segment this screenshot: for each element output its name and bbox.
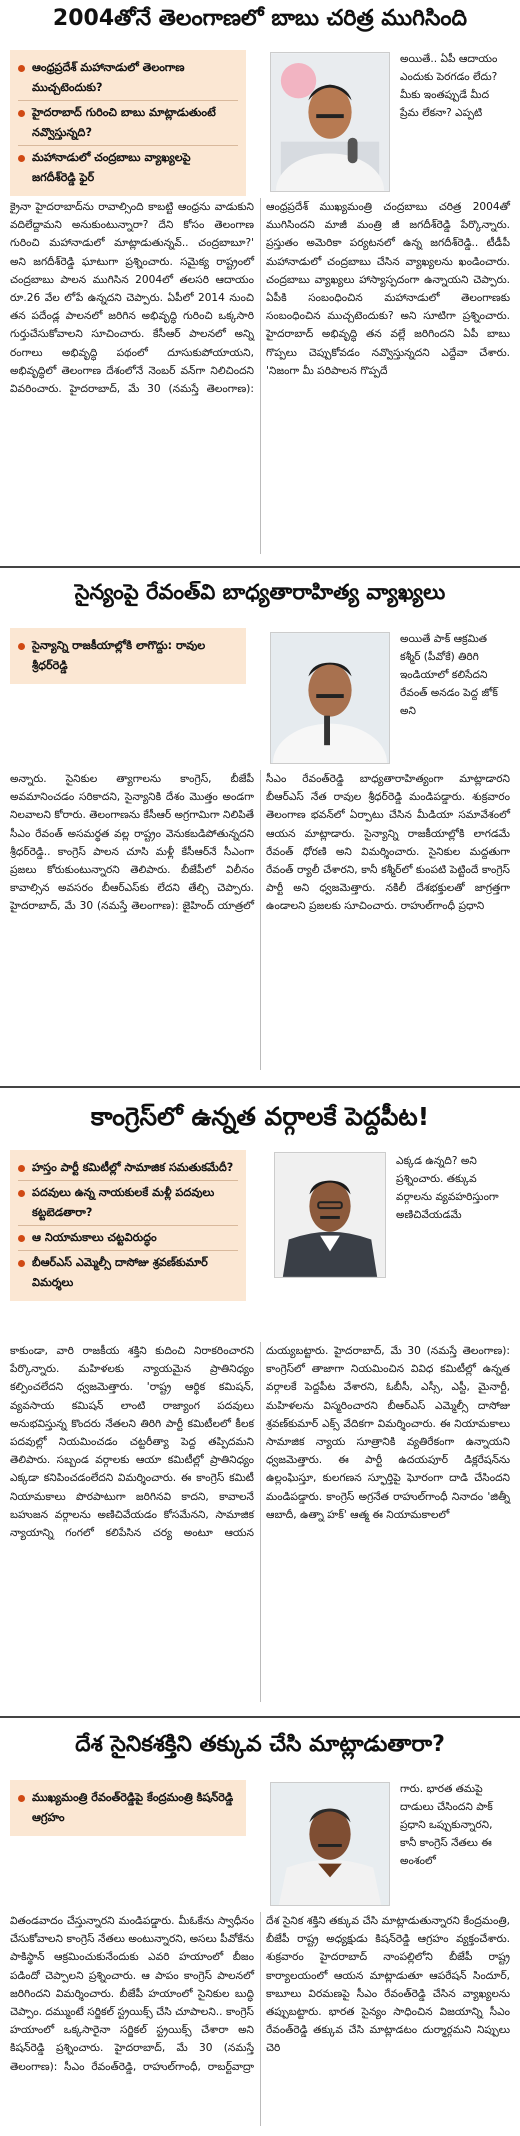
highlights-box <box>10 50 246 196</box>
highlight-item: బీఆర్‌ఎస్ ఎమ్మెల్సీ దాసోజు శ్రవణ్‌కుమార్ విమర్శలు <box>18 1251 238 1295</box>
highlight-item: మహానాడులో చంద్రబాబు వ్యాఖ్యలపై జగదీశ్‌రెడ్డి ఫైర్ <box>18 146 238 190</box>
article-body: కాకుండా, వారి రాజకీయ శక్తిని కుదించి నిరాకరించారని పేర్కొన్నారు. మహిళలకు న్యాయమైన ప్రాతినిధ్యం కల్పించలేదని ధ్వజమెత్తారు. 'రాష్ట్ర ఆర్థిక కమిషన్, వ్యవసాయ కమిషన్ లాంటి రాజ్యాంగ పదవులు అనుభవిస్తున్న కొందరు నేతలని తిరిగి పార్టీ కమిటీలలో కీలక పదవుల్లో నియమించడం చట్టరీత్యా పెద్ద తప్పిదమని తెలిపారు. సబ్బండ వర్గాలకు ఆయా కమిటీల్లో ప్రాతినిధ్యం ఎక్కడా కనిపించడంలేదని విమర్శించారు. ఈ కాంగ్రెస్ కమిటీ నియామకాలు పొరపాటుగా జరిగినవి కాదని, కావాలనే బహుజన వర్గాలను అణిచివేయడం కోసమేనని, సామాజిక న్యాయాన్ని గంగలో కలిపేసిన చర్య అంటూ ఆయన దుయ్యబట్టారు. హైదరాబాద్, మే 30 (నమస్తే తెలంగాణ): కాంగ్రెస్‌లో తాజాగా నియమించిన వివిధ కమిటీల్లో ఉన్నత వర్గాలకే పెద్దపీట వేశారని, ఓబీసీ, ఎస్సీ, ఎస్టీ, మైనార్టీ, మహిళలను విస్మరించారని బీఆర్‌ఎస్ ఎమ్మెల్సీ దాసోజు శ్రవణ్‌కుమార్ ఎక్స్ వేదికగా విమర్శించారు. ఈ నియామకాలు సామాజిక న్యాయ సూత్రానికి వ్యతిరేకంగా ఉన్నాయని ధ్వజమెత్తారు. ఈ పార్టీ ఉదయపూర్ డిక్లరేషన్‌ను ఉల్లంఘిస్తూ, కులగణన స్ఫూర్తిపై ఘోరంగా దాడి చేసిందని మండిపడ్డారు. కాంగ్రెస్ అగ్రనేత రాహుల్‌గాంధీ నినాదం 'జిత్నీ ఆబాదీ, ఉత్నా హక్' ఆత్మ ఈ నియామకాలలో <box>10 1345 510 1540</box>
highlight-item: పదవులు ఉన్న నాయకులకే మళ్లీ పదవులు కట్టబెడతారా? <box>18 1181 238 1226</box>
portrait-photo-sridhar-reddy <box>270 632 390 764</box>
headline: కాంగ్రెస్‌లో ఉన్నత వర్గాలకే పెద్దపీట! <box>90 1102 430 1131</box>
article-body: క్రైనా హైదరాబాద్‌ను రావాల్సింది కాబట్టి ఆంధ్రను వాడుకుని వదిలేద్దామని అనుకుంటున్నారా? దేని కోసం తెలంగాణ గురించి మహానాడులో మాట్లాడుతున్నవ్.. చంద్రబాబూ?' అని జగదీశ్‌రెడ్డి ఘాటుగా ప్రశ్నించారు. సమైక్య రాష్ట్రంలో చంద్రబాబు పాలన ముగిసిన 2004లో తలసరి ఆదాయం రూ.26 వేల లోపే ఉన్నదని చెప్పారు. ఏపీలో 2014 నుంచి తన పదేండ్ల పాలనలో జరిగిన అభివృద్ధి గురించి ఒక్కసారి గుర్తుచేసుకోవాలని సూచించారు. కేసీఆర్ పాలనలో అన్ని రంగాలు అభివృద్ధి పథంలో దూసుకుపోయాయని, అభివృద్ధిలో తెలంగాణ దేశంలోనే నెంబర్ వన్‌గా నిలిచిందని వివరించారు. హైదరాబాద్, మే 30 (నమస్తే తెలంగాణ): ఆంధ్రప్రదేశ్ ముఖ్యమంత్రి చంద్రబాబు చరిత్ర 2004తో ముగిసిందని మాజీ మంత్రి జీ జగదీశ్‌రెడ్డి పేర్కొన్నారు. ప్రస్తుతం అమెరికా పర్యటనలో ఉన్న జగదీశ్‌రెడ్డి.. టీడీపీ మహానాడులో చంద్రబాబు చేసిన వ్యాఖ్యలను ఖండించారు. చంద్రబాబు వ్యాఖ్యలు హాస్యాస్పదంగా ఉన్నాయని చెప్పారు. ఏపీకి సంబంధించిన మహానాడులో తెలంగాణకు సంబంధించిన ముచ్చటెందుకు? అని సూటిగా ప్రశ్నించారు. హైదరాబాద్ అభివృద్ధి తన వల్లే జరిగిందని ఏపీ బాబు గొప్పలు చెప్పుకోవడం నవ్వొస్తున్నదని ఎద్దేవా చేశారు. 'నిజంగా మీ పరిపాలన గొప్పదే <box>10 201 510 396</box>
article-1 <box>0 0 520 568</box>
portrait-photo-jagadish-reddy <box>270 52 390 192</box>
headline: దేశ సైనికశక్తిని తక్కువ చేసి మాట్లాడుతారా? <box>75 1732 445 1757</box>
article-body: వితండవాదం చేస్తున్నారని మండిపడ్డారు. మీఓకేను స్వాధీనం చేసుకోవాలని కాంగ్రెస్ నేతలు అంటున్నారని, అసలు పీవోకేను పాకిస్థాన్ ఆక్రమించుకునేందుకు ఎవరి హయాంలో బీజం పడిందో చెప్పాలని ప్రశ్నించారు. ఆ పాపం కాంగ్రెస్ పాలనలో జరిగిందని విమర్శించారు. బీజేపీ హయాంలో సైనికుల బుద్ధి చెప్పాం. దమ్ముంటే సర్జికల్ స్ట్రయిక్స్ చేసి చూపాలని.. కాంగ్రెస్ హయాంలో ఒక్కసారైనా సర్జికల్ స్ట్రయిక్స్ చేశారా అని కిషన్‌రెడ్డి ప్రశ్నించారు. హైదరాబాద్, మే 30 (నమస్తే తెలంగాణ): సీఎం రేవంత్‌రెడ్డి, రాహుల్‌గాంధీ, రాబర్ట్‌వాద్రా దేశ సైనిక శక్తిని తక్కువ చేసి మాట్లాడుతున్నారని కేంద్రమంత్రి, బీజేపీ రాష్ట్ర అధ్యక్షుడు కిషన్‌రెడ్డి ఆగ్రహం వ్యక్తంచేశారు. శుక్రవారం హైదరాబాద్ నాంపల్లిలోని బీజేపీ రాష్ట్ర కార్యాలయంలో ఆయన మాట్లాడుతూ ఆపరేషన్ సిందూర్, కాబూలు విరమణపై సీఎం రేవంత్‌రెడ్డి చేసిన వ్యాఖ్యలను తప్పుబట్టారు. భారత సైన్యం సాధించిన విజయాన్ని సీఎం రేవంత్‌రెడ్డి తక్కువ చేసి మాట్లాడటం దుర్మార్గమని నిప్పులు చెరి <box>10 1915 510 2073</box>
highlight-item: ఆంధ్రప్రదేశ్ మహానాడులో తెలంగాణ ముచ్చటెందుకు? <box>18 56 238 101</box>
highlights-box <box>10 628 246 684</box>
highlight-item: హైదరాబాద్ గురించి బాబు మాట్లాడుతుంటే నవ్వొస్తున్నది? <box>18 101 238 146</box>
beside-photo-text: అయితే.. ఏపీ ఆదాయం ఎందుకు పెరగడం లేదు? మీకు ఇంతప్పుడే మీద ప్రేమ లేకనా? ఎప్పటి <box>400 53 498 119</box>
highlights-box <box>10 1780 246 1836</box>
highlight-item: సైన్యాన్ని రాజకీయాల్లోకి లాగొద్దు: రావుల శ్రీధర్‌రెడ్డి <box>18 634 238 678</box>
portrait-photo-dasoju-sravan <box>274 1152 386 1278</box>
highlights-box <box>10 1150 246 1301</box>
article-body: అన్నారు. సైనికుల త్యాగాలను కాంగ్రెస్, బీజేపీ అవమానించడం సరికాదని, సైన్యానికి దేశం మొత్తం అండగా నిలవాలని కోరారు. తెలంగాణను కేసీఆర్ అగ్రగామిగా నిలిపితే సీఎం రేవంత్ అసమర్థత వల్ల రాష్ట్రం వెనుకబడిపోతున్నదని శ్రీధర్‌రెడ్డి.. కాంగ్రెస్ పాలన చూసి మళ్లీ కేసీఆర్‌నే సీఎంగా ప్రజలు కోరుకుంటున్నారని తెలిపారు. బీజేపీలో విలీనం కావాల్సిన అవసరం బీఆర్‌ఎస్‌కు లేదని తేల్చి చెప్పారు. హైదరాబాద్, మే 30 (నమస్తే తెలంగాణ): జైహింద్ యాత్రలో సీఎం రేవంత్‌రెడ్డి బాధ్యతారాహిత్యంగా మాట్లాడారని బీఆర్‌ఎస్ నేత రావుల శ్రీధర్‌రెడ్డి మండిపడ్డారు. శుక్రవారం తెలంగాణ భవన్‌లో ఏర్పాటు చేసిన మీడియా సమావేశంలో ఆయన మాట్లాడారు. సైన్యాన్ని రాజకీయాల్లోకి లాగడమే రేవంత్ ధోరణి అని విమర్శించారు. సైనికుల మద్దతుగా రేవంత్ ర్యాలీ చేశారని, కానీ కశ్మీర్‌లో కుంపటి పెట్టిందే కాంగ్రెస్ పార్టీ అని ధ్వజమెత్తారు. నకిలీ దేశభక్తులతో జాగ్రత్తగా ఉండాలని ప్రజలకు సూచించారు. రాహుల్‌గాంధీ ప్రధాని <box>10 773 510 913</box>
beside-photo-text: అయితే పాక్ ఆక్రమిత కశ్మీర్ (పీవోకే) తిరిగి ఇండియాలో కలిసేదని రేవంత్ అనడం పెద్ద జోక్ అని <box>400 633 498 717</box>
highlight-item: ముఖ్యమంత్రి రేవంత్‌రెడ్డిపై కేంద్రమంత్రి కిషన్‌రెడ్డి ఆగ్రహం <box>18 1786 238 1830</box>
headline: 2004తోనే తెలంగాణలో బాబు చరిత్ర ముగిసింది <box>52 6 468 31</box>
portrait-photo-kishan-reddy <box>270 1782 390 1906</box>
beside-photo-text: గారు. భారత త‌మపై దాడులు చేసిందని పాక్ ప్రధాని ఒప్పుకున్నారని, కానీ కాంగ్రెస్ నేతలు ఈ అంశంలో <box>400 1783 493 1867</box>
article-2 <box>0 566 520 1088</box>
article-3 <box>0 1086 520 1718</box>
beside-photo-text: ఎక్కడ ఉన్నది? అని ప్రశ్నించారు. తక్కువ వర్గాలను వ్యవహరిస్తుంగా అణిచివేయడమే <box>396 1155 499 1221</box>
article-4 <box>0 1716 520 2136</box>
highlight-item: హస్తం పార్టీ కమిటీల్లో సామాజిక సమతుకమేదీ? <box>18 1156 238 1181</box>
headline: సైన్యంపై రేవంత్‌వి బాధ్యతారాహిత్య వ్యాఖ్యలు <box>74 580 446 604</box>
highlight-item: ఆ నియామకాలు చట్టవిరుద్ధం <box>18 1226 238 1251</box>
